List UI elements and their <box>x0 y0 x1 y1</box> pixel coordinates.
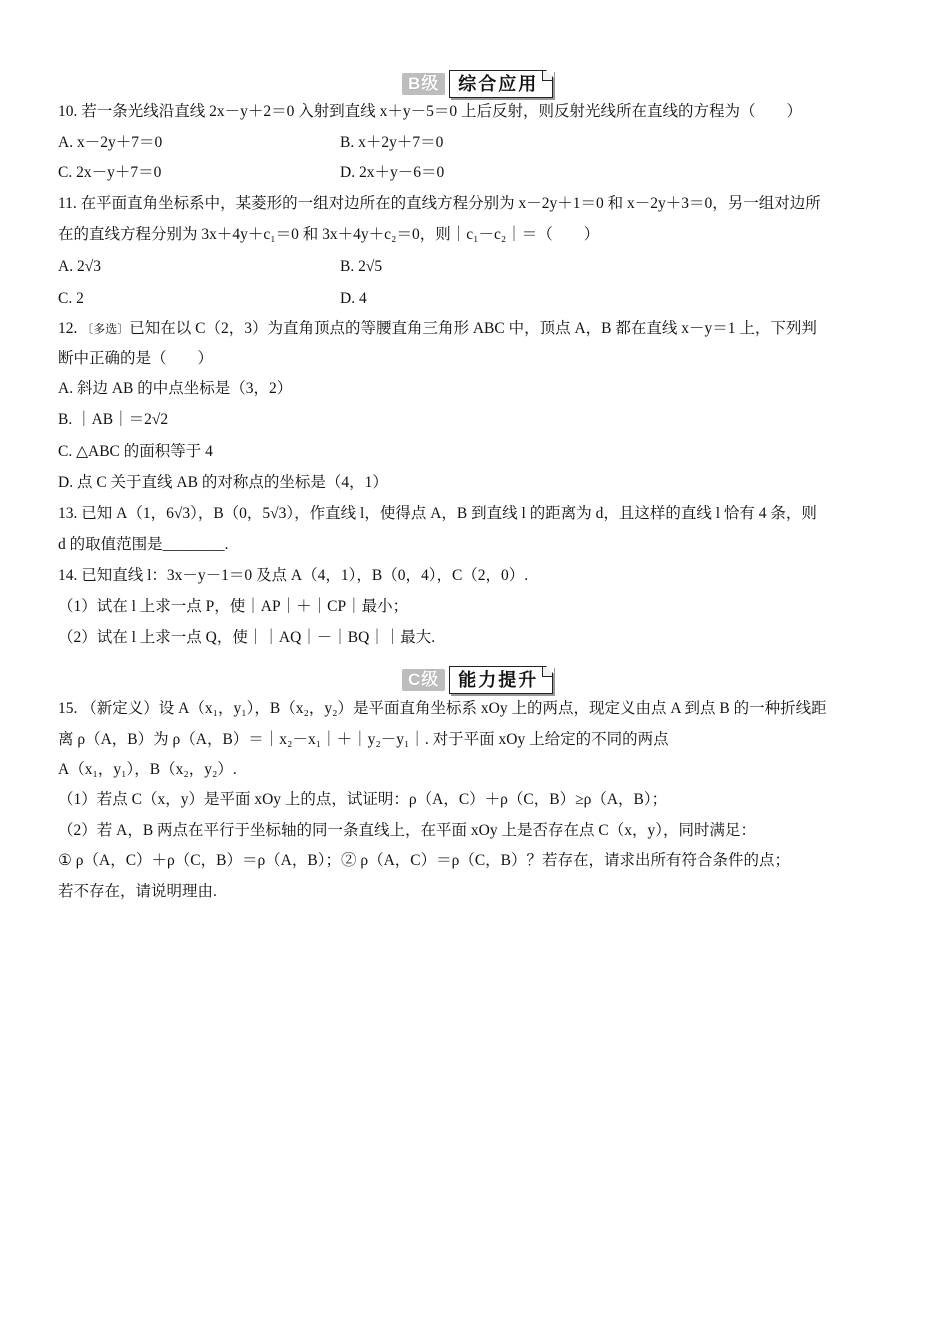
section-header-b <box>402 70 553 98</box>
section-header-c <box>402 666 553 694</box>
q10-stem: 10. 若一条光线沿直线 2x－y＋2＝0 入射到直线 x＋y－5＝0 上后反射，则反射光线所在直线的方程为（ ） <box>58 103 803 120</box>
q11-option-b: B. 2√5 <box>340 258 383 275</box>
section-title-b <box>449 70 553 98</box>
q15-part2-line3: 若不存在，请说明理由. <box>58 883 217 900</box>
section-title-c <box>449 666 553 694</box>
q15-stem-line2: 离 ρ（A，B）为 ρ（A，B）＝｜x₂－x₁｜＋｜y₂－y₁｜. 对于平面 xOy 上给定的不同的两点 <box>58 731 669 748</box>
q12-option-d: D. 点 C 关于直线 AB 的对称点的坐标是（4，1） <box>58 474 388 491</box>
q14-stem: 14. 已知直线 l：3x－y－1＝0 及点 A（4，1），B（0，4），C（2，0）. <box>58 567 529 584</box>
q12-stem-text: 已知在以 C（2，3）为直角顶点的等腰直角三角形 ABC 中，顶点 A，B 都在直线 x－y＝1 上，下列判 <box>129 320 817 337</box>
q14-part1: （1）试在 l 上求一点 P，使｜AP｜＋｜CP｜最小； <box>58 598 409 615</box>
q10-option-d: D. 2x＋y－6＝0 <box>340 164 445 181</box>
q10-option-b: B. x＋2y＋7＝0 <box>340 134 444 151</box>
page-fold-icon <box>542 71 552 81</box>
q11-option-d: D. 4 <box>340 290 367 307</box>
page-fold-icon <box>542 667 552 677</box>
q12-option-c: C. △ABC 的面积等于 4 <box>58 443 213 460</box>
q14-part2: （2）试在 l 上求一点 Q，使｜｜AQ｜－｜BQ｜｜最大. <box>58 629 436 646</box>
q12-stem-line1 <box>58 318 817 340</box>
q13-stem-line1: 13. 已知 A（1，6√3），B（0，5√3），作直线 l，使得点 A，B 到直线 l 的距离为 d，且这样的直线 l 恰有 4 条，则 <box>58 505 817 522</box>
q15-part1: （1）若点 C（x，y）是平面 xOy 上的点，试证明：ρ（A，C）＋ρ（C，B）≥ρ（A，B）； <box>58 791 668 808</box>
section-level-c: C级 <box>402 669 445 691</box>
q13-stem-line2: d 的取值范围是________. <box>58 536 229 553</box>
q11-option-c: C. 2 <box>58 290 84 307</box>
q15-part2-line2: ① ρ（A，C）＋ρ（C，B）＝ρ（A，B）；② ρ（A，C）＝ρ（C，B）？若存在，请求出所有符合条件的点； <box>58 852 791 869</box>
section-title-b-text: 综合应用 <box>458 74 539 94</box>
q11-stem-line2: 在的直线方程分别为 3x＋4y＋c₁＝0 和 3x＋4y＋c₂＝0，则｜c₁－c₂｜＝（ ） <box>58 226 600 243</box>
q15-stem-line3: A（x₁，y₁），B（x₂，y₂）. <box>58 761 237 778</box>
q12-number: 12. <box>58 320 78 337</box>
q11-stem-line1: 11. 在平面直角坐标系中，某菱形的一组对边所在的直线方程分别为 x－2y＋1＝0 和 x－2y＋3＝0，另一组对边所 <box>58 195 821 212</box>
q10-option-c: C. 2x－y＋7＝0 <box>58 164 162 181</box>
q12-option-a: A. 斜边 AB 的中点坐标是（3，2） <box>58 380 293 397</box>
q11-option-a: A. 2√3 <box>58 258 101 275</box>
q15-stem-line1: 15. （新定义）设 A（x₁，y₁），B（x₂，y₂）是平面直角坐标系 xOy 上的两点，现定义由点 A 到点 B 的一种折线距 <box>58 700 827 717</box>
q15-part2-line1: （2）若 A，B 两点在平行于坐标轴的同一条直线上，在平面 xOy 上是否存在点 C（x，y），同时满足： <box>58 822 756 839</box>
section-level-b: B级 <box>402 73 445 95</box>
q12-stem-line2: 断中正确的是（ ） <box>58 350 214 367</box>
q12-multi-choice-tag: 〔多选〕 <box>81 322 130 336</box>
section-title-c-text: 能力提升 <box>458 670 539 690</box>
q12-option-b: B. ｜AB｜＝2√2 <box>58 411 169 428</box>
q10-option-a: A. x－2y＋7＝0 <box>58 134 163 151</box>
